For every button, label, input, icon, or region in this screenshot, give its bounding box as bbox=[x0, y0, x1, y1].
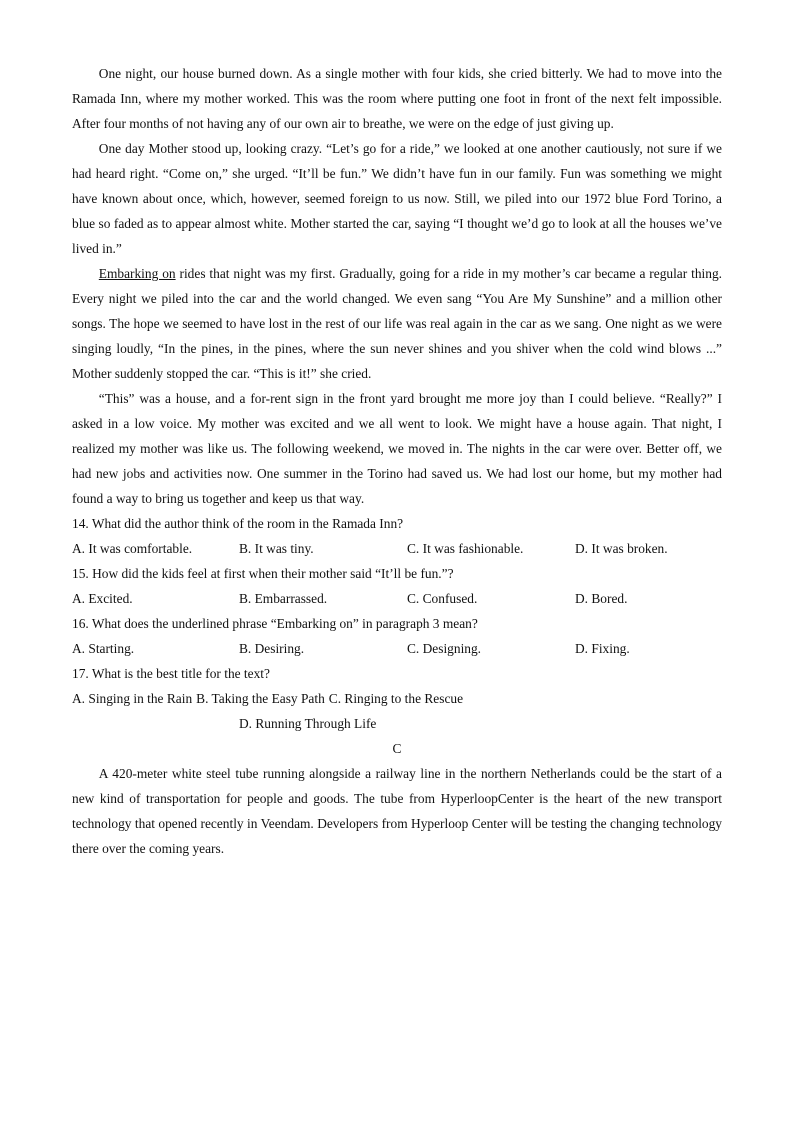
passage-paragraph-2: One day Mother stood up, looking crazy. “Let’s go for a ride,” we looked at one another cautiously, not sure if we had heard right. “Come on,” she urged. “It’ll be fun.” We didn’t have fun in our family. Fun was something we might have known about once, which, however, seemed foreign to us now. Still, we piled into our 1972 blue Ford Torino, a blue so faded as to appear almost white. Mother started the car, saying “I thought we’d go to look at all the houses we’ve lived in.” bbox=[72, 141, 722, 256]
section-heading-c: C bbox=[392, 741, 402, 756]
passage-paragraph-3 bbox=[72, 261, 722, 386]
question-15: 15. How did the kids feel at first when their mother said “It’ll be fun.”? bbox=[72, 566, 454, 581]
question-16: 16. What does the underlined phrase “Embarking on” in paragraph 3 mean? bbox=[72, 616, 478, 631]
question-17: 17. What is the best title for the text? bbox=[72, 666, 270, 681]
option-b: B. It was tiny. bbox=[239, 541, 314, 556]
option-a: A. Singing in the Rain bbox=[72, 691, 193, 706]
option-c: C. Designing. bbox=[407, 641, 482, 656]
paragraph-3-text: rides that night was my first. Gradually, going for a ride in my mother’s car became a regular thing. Every night we piled into the car and the world changed. We even sang “You Are My Sunshine” and a million other songs. The hope we seemed to have lost in the rest of our life was real again in the car as we sang. One night as we were singing loudly, “In the pines, in the pines, where the sun never shines and you shiver when the cold wind blows ...” Mother suddenly stopped the car. “This is it!” she cried. bbox=[72, 266, 722, 381]
option-a: A. Excited. bbox=[72, 591, 133, 606]
option-c: C. Confused. bbox=[407, 591, 478, 606]
passage-paragraph-1: One night, our house burned down. As a single mother with four kids, she cried bitterly. We had to move into the Ramada Inn, where my mother worked. This was the room where putting one foot in front of the next felt impossible. After four months of not having any of our own air to breathe, we were on the edge of just giving up. bbox=[72, 66, 722, 131]
option-c: C. Ringing to the Rescue bbox=[328, 691, 464, 706]
option-a: A. It was comfortable. bbox=[72, 541, 193, 556]
option-b: B. Desiring. bbox=[239, 641, 305, 656]
question-14-options bbox=[72, 536, 722, 561]
question-17-options-line-2 bbox=[72, 711, 722, 736]
option-d: D. Bored. bbox=[575, 591, 628, 606]
question-17-options bbox=[72, 686, 722, 711]
question-15-options bbox=[72, 586, 722, 611]
question-14: 14. What did the author think of the room in the Ramada Inn? bbox=[72, 516, 404, 531]
underlined-phrase: Embarking on bbox=[98, 266, 176, 281]
section-c-paragraph-1: A 420-meter white steel tube running alongside a railway line in the northern Netherlands could be the start of a new kind of transportation for people and goods. The tube from HyperloopCenter is the heart of the new transport technology that opened recently in Veendam. Developers from Hyperloop Center will be testing the changing technology there over the coming years. bbox=[72, 766, 722, 856]
option-d: D. It was broken. bbox=[575, 541, 668, 556]
question-16-options bbox=[72, 636, 722, 661]
document-page bbox=[72, 61, 722, 861]
option-d: D. Running Through Life bbox=[239, 716, 377, 731]
option-c: C. It was fashionable. bbox=[407, 541, 524, 556]
passage-paragraph-4: “This” was a house, and a for-rent sign in the front yard brought me more joy than I could believe. “Really?” I asked in a low voice. My mother was excited and we all went to look. We might have a house again. That night, I realized my mother was like us. The following weekend, we moved in. The nights in the car were over. Better off, we had new jobs and activities now. One summer in the Torino had saved us. We had lost our home, but my mother had found a way to bring us together and keep us that way. bbox=[72, 391, 722, 506]
option-b: B. Embarrassed. bbox=[239, 591, 328, 606]
option-d: D. Fixing. bbox=[575, 641, 630, 656]
option-a: A. Starting. bbox=[72, 641, 135, 656]
option-b: B. Taking the Easy Path bbox=[196, 691, 325, 706]
